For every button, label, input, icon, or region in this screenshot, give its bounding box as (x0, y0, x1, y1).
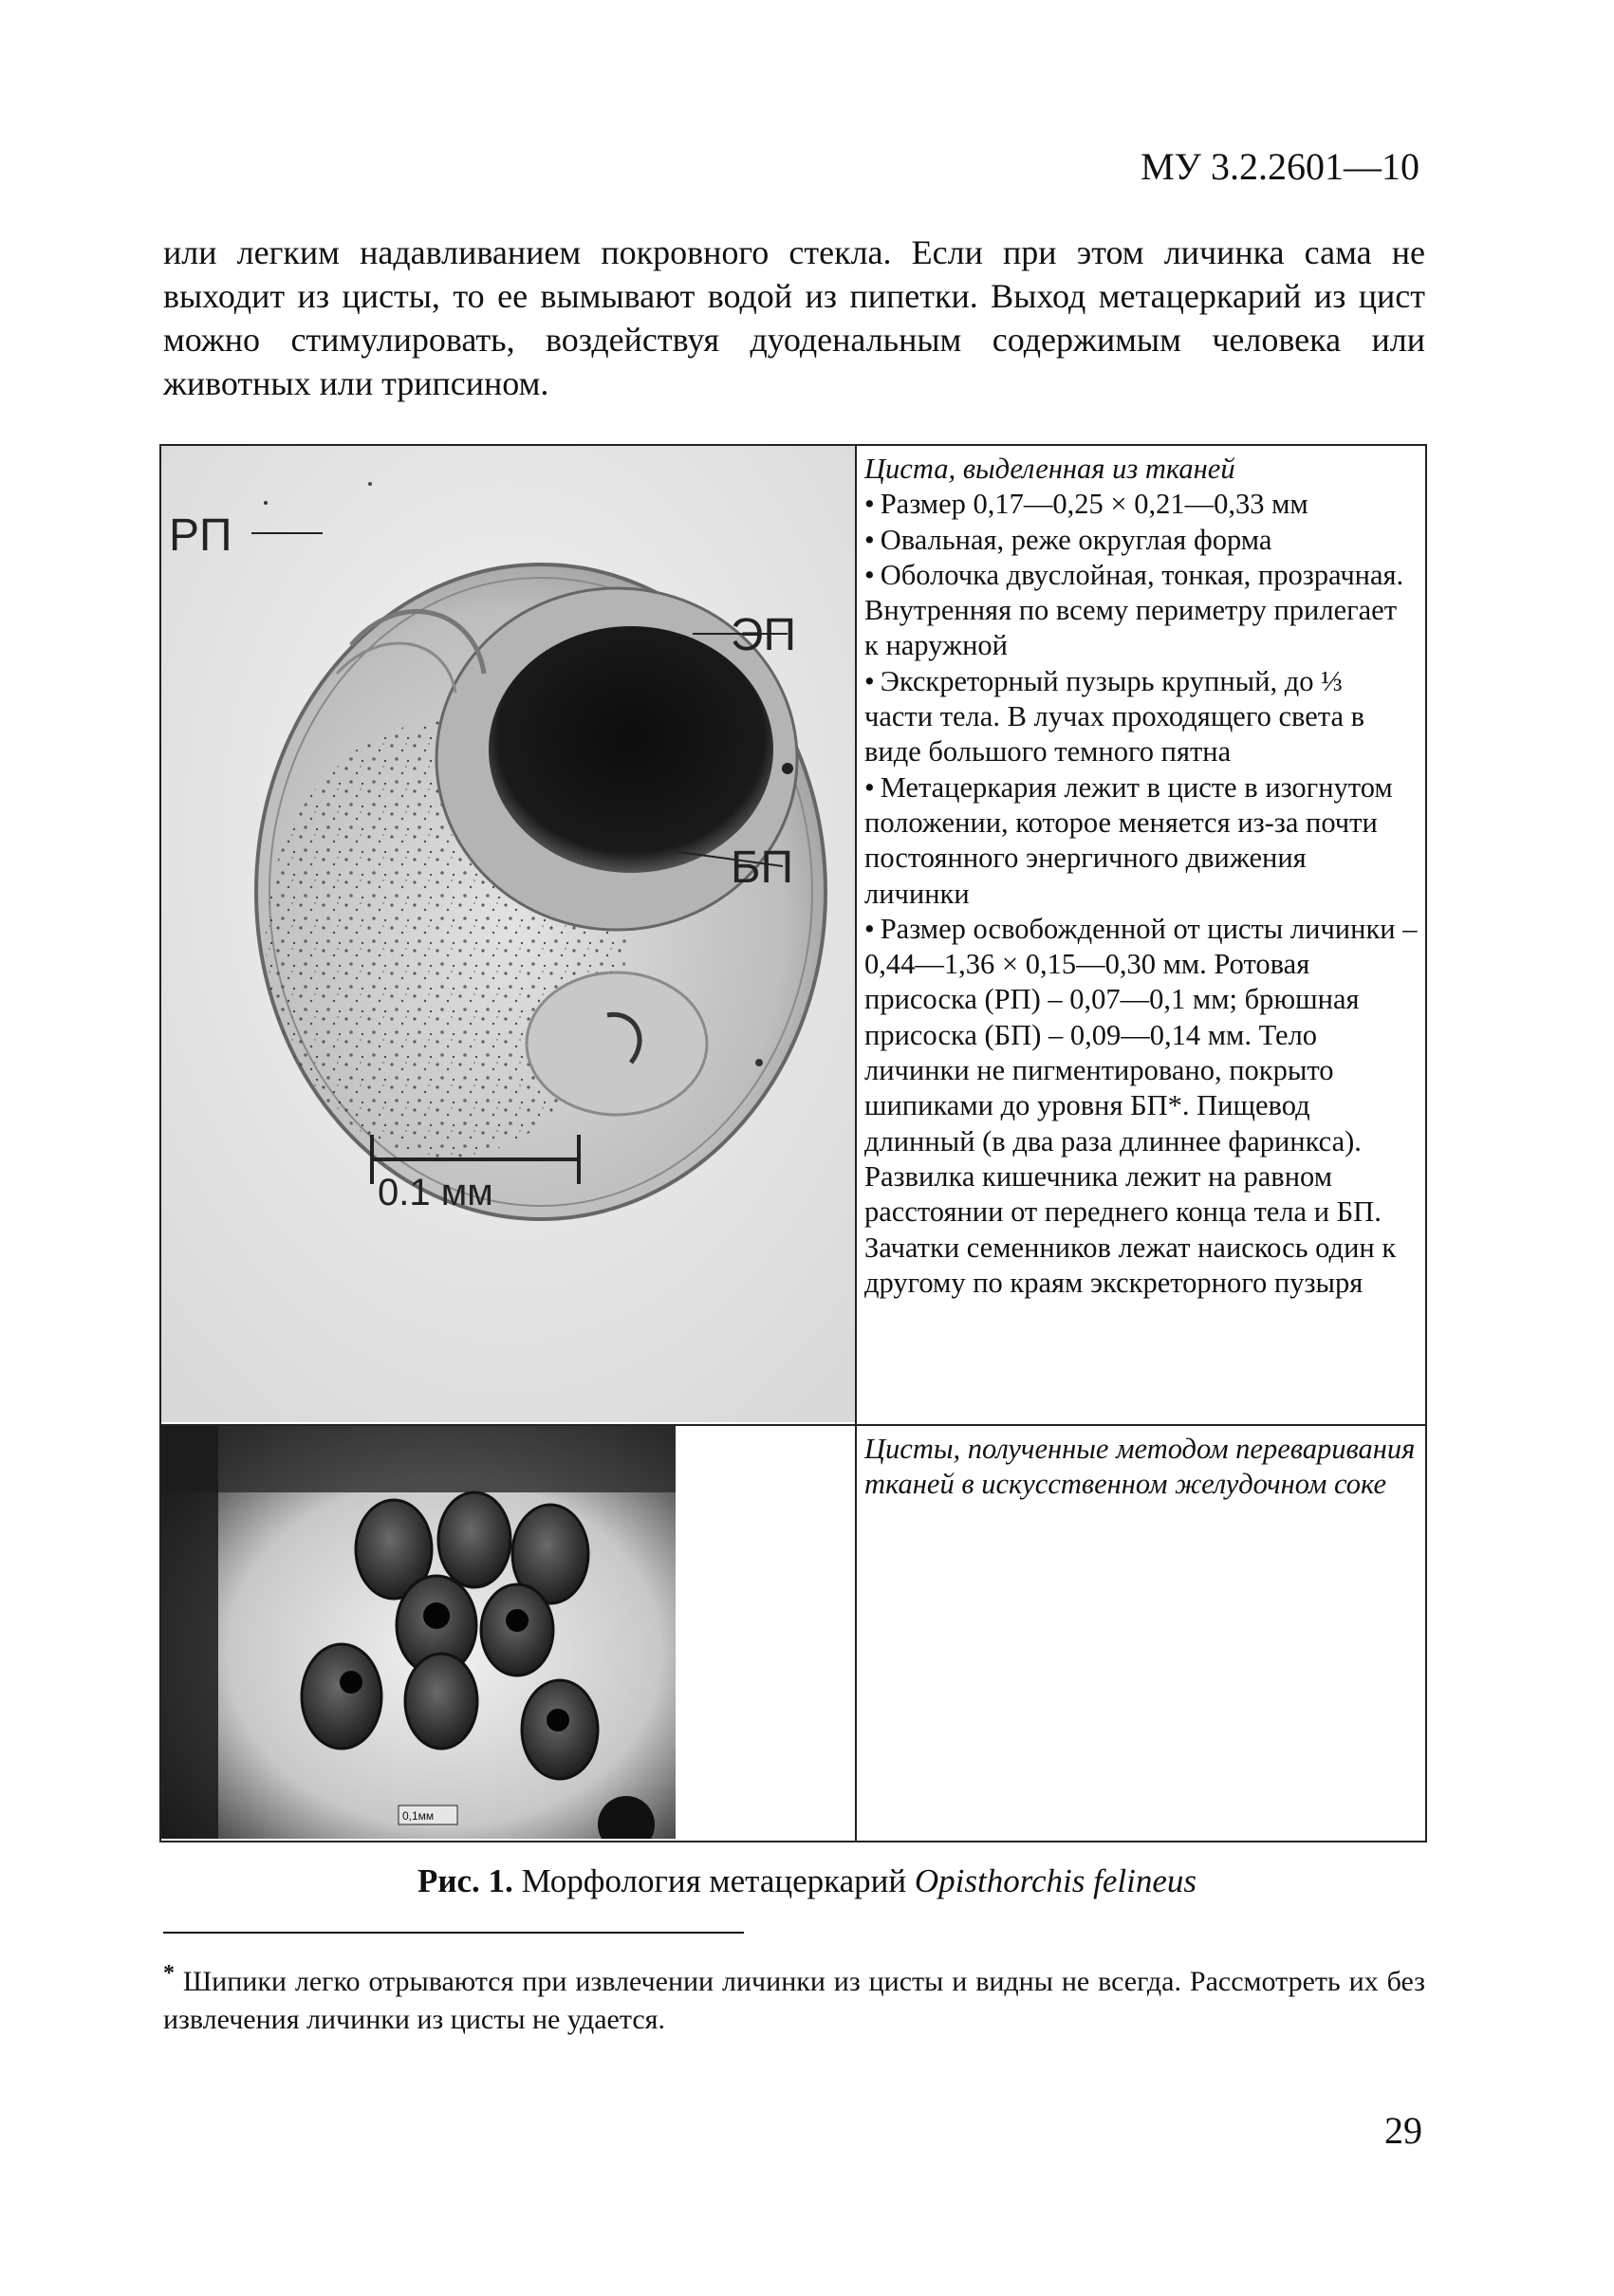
digested-cysts-description-cell (856, 1425, 1426, 1842)
figure-caption-species: Opisthorchis felineus (914, 1862, 1197, 1899)
description-item: • Экскреторный пузырь крупный, до ⅓ части тела. В лучах проходящего света в виде большого темного пятна (864, 664, 1365, 768)
figure-caption-label: Рис. 1. (417, 1862, 513, 1899)
cyst-photo-cell (160, 445, 856, 1425)
figure-caption-text: Морфология метацеркарий (512, 1862, 915, 1899)
description-item: • Размер 0,17—0,25 × 0,21—0,33 мм (864, 488, 1308, 521)
figure-table (159, 444, 1427, 1842)
footnote-text: Шипики легко отрываются при извлечении личинки из цисты и видны не всегда. Рассмотреть их без извлечения личинки из цисты не удается. (163, 1966, 1425, 2035)
scale-bar-label: 0.1 мм (378, 1172, 493, 1213)
description-item: • Оболочка двуслойная, тонкая, прозрачная. Внутренняя по всему периметру прилегает к наружной (864, 558, 1404, 662)
cyst-description (857, 446, 1425, 1301)
cyst-description-cell (856, 445, 1426, 1425)
figure-caption (0, 1862, 1614, 1900)
description-item: • Овальная, реже округлая форма (864, 523, 1272, 556)
digested-cysts-micrograph (161, 1426, 676, 1839)
digested-cysts-title: Цисты, полученные методом переваривания тканей в искусственном желудочном соке (864, 1433, 1416, 1501)
footnote-divider (163, 1932, 744, 1934)
document-code: МУ 3.2.2601—10 (1141, 145, 1419, 188)
rp-label: РП (169, 510, 232, 561)
ep-label: ЭП (731, 610, 796, 660)
bp-label: БП (731, 842, 793, 893)
digested-cysts-description (857, 1426, 1425, 1503)
digested-cysts-photo-cell (160, 1425, 856, 1842)
cyst-micrograph (161, 446, 855, 1422)
footnote-marker: * (163, 1961, 175, 1986)
cyst-description-title: Циста, выделенная из тканей (864, 453, 1235, 485)
description-item: • Размер освобожденной от цисты личинки – 0,44—1,36 × 0,15—0,30 мм. Ротовая присоска (РП) – 0,07—0,1 мм; брюшная присоска (БП) – 0,09—0,14 мм. Тело личинки не пигментировано, покрыто шипиками до уровня БП*. Пищевод длинный (в два раза длиннее фаринкса). Развилка кишечника лежит на равном расстоянии от переднего конца тела и БП. Зачатки семенников лежат наискось один к другому по краям экскреторного пузыря (864, 912, 1418, 1299)
footnote (163, 1954, 1425, 2039)
scale-bar (399, 1805, 457, 1824)
intro-paragraph: или легким надавливанием покровного стекла. Если при этом личинка сама не выходит из цисты, то ее вымывают водой из пипетки. Выход метацеркарий из цист можно стимулировать, воздействуя дуоденальным содержимым человека или животных или трипсином. (163, 233, 1425, 402)
scale-bar-label: 0,1мм (402, 1809, 435, 1823)
page-number: 29 (1384, 2109, 1422, 2152)
description-item: • Метацеркария лежит в цисте в изогнутом положении, которое меняется из-за почти постоянного энергичного движения личинки (864, 770, 1393, 910)
